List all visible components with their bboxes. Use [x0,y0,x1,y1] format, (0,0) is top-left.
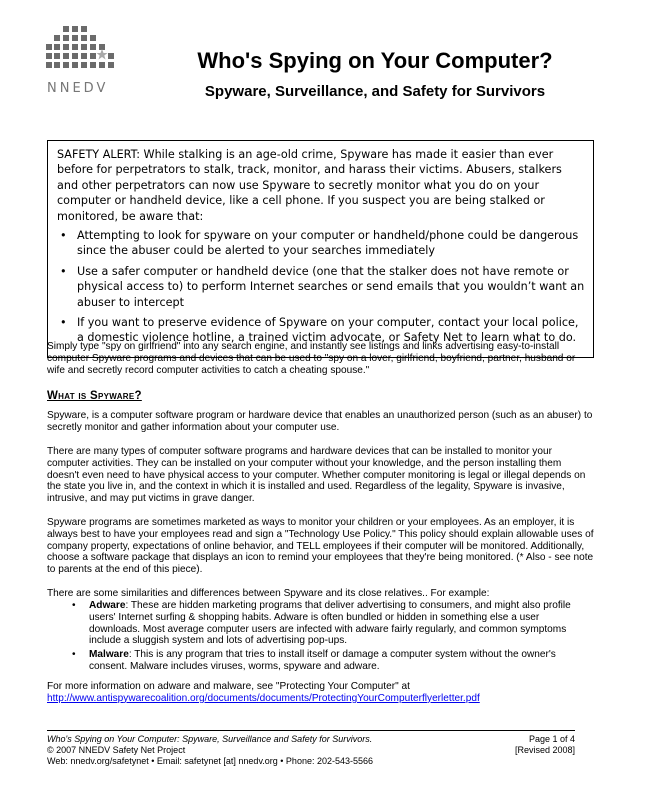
footer-contact: Web: nnedv.org/safetynet • Email: safetynet [at] nnedv.org • Phone: 202-543-5566 [47,755,374,766]
list-item-malware [72,649,590,673]
more-info-text: For more information on adware and malware, see "Protecting Your Computer" at [47,681,410,692]
bullet-icon: • [72,600,76,611]
footer-page-info [478,734,575,756]
marketing-paragraph [47,517,595,576]
types-text: There are many types of computer software programs and hardware devices that can be installed to monitor your computer activities. They can be installed on your computer without your knowledge, and the person installing them doesn't even need to have physical access to your computer. Whether computer monitoring is legal or illegal depends on the state you live in, and the context in which it is installed and used. Regardless of the legality, Spyware is invasive, intrusive, and may put victims in grave danger. [47,446,586,505]
adware-term: Adware [89,600,126,611]
safety-alert-item: • If you want to preserve evidence of Spyware on your computer, contact your local police, a domestic violence hotline, a trained victim advocate, or Safety Net to learn what to do. [57,315,585,346]
page-subtitle: Spyware, Surveillance, and Safety for Survivors [204,83,546,100]
more-info-paragraph [47,681,595,705]
types-paragraph [47,446,595,505]
relatives-text: There are some similarities and differences between Spyware and its close relatives.. For example: [47,588,490,599]
safety-alert-item: • Attempting to look for spyware on your computer or handheld/phone could be dangerous since the abuser could be alerted to your searches immediately [57,228,585,259]
malware-term: Malware [89,649,129,660]
marketing-text: Spyware programs are sometimes marketed as ways to monitor your children or your employees. As an employer, it is always best to have your employees read and sign a "Technology Use Policy." This policy should explain allowable uses of company property, expectations of online behavior, and TELL employees if their computer will be monitored. Additionally, choose a software package that displays an icon to remind your employees that they're being monitored. (* Also - see note to parents at the end of this piece). [47,517,594,576]
footer-info [47,734,373,766]
safety-alert-intro: SAFETY ALERT: While stalking is an age-old crime, Spyware has made it easier than ever before for perpetrators to stalk, track, monitor, and harass their victims. Abusers, stalkers and other perpetrators can now use Spyware to secretly monitor what you do on your computer or handheld device, like a cell phone. If you suspect you are being stalked or monitored, be aware that: [57,148,562,223]
intro-text: Simply type "spy on girlfriend" into any search engine, and instantly see listings and links advertising easy-to-install computer Spyware programs and devices that can be used to "spy on a lover, girlfriend, boyfriend, partner, husband or wife and secretly record computer activities to catch a cheating spouse." [47,341,576,376]
safety-alert-box [47,140,594,358]
nnedv-logo [46,24,116,96]
star-icon [97,49,108,60]
intro-paragraph [47,341,595,376]
page-title: Who's Spying on Your Computer? [197,48,553,73]
footer-title: Who's Spying on Your Computer: Spyware, Surveillance and Safety for Survivors. [47,734,373,744]
page-number: Page 1 of 4 [528,734,575,744]
footer-copyright: © 2007 NNEDV Safety Net Project [47,744,186,755]
bullet-icon: • [72,649,76,660]
list-item-adware [72,600,590,647]
definition-text: Spyware, is a computer software program or hardware device that enables an unauthorized person (such as an abuser) to secretly monitor and gather information about your computer use. [47,410,593,433]
safety-alert-list [57,228,585,346]
definition-paragraph [47,410,595,434]
adware-text: : These are hidden marketing programs that deliver advertising to consumers, and might also profile users' Internet surfing & shopping habits. Adware is often bundled or hidden in something else a user downloads. Most average computer users are infected with adware fairly regularly, and common symptoms include a sluggish system and lots of advertising pop-ups. [89,600,571,647]
protecting-computer-link[interactable]: http://www.antispywarecoalition.org/documents/documents/ProtectingYourComputerflyerletter.pdf [47,692,480,704]
revised-date: [Revised 2008] [514,744,575,755]
malware-text: : This is any program that tries to install itself or damage a computer system without the owner's consent. Malware includes viruses, worms, spyware and adware. [89,649,556,672]
footer-divider [47,730,575,731]
section-heading-what-is-spyware: What is Spyware? [47,390,142,402]
logo-figures-icon [46,24,116,80]
safety-alert-item: • Use a safer computer or handheld device (one that the stalker does not have remote or physical access to) to perform Internet searches or send emails that you wouldn’t want an abuser to intercept [57,264,585,310]
logo-text: NNEDV [47,81,109,96]
relatives-paragraph [47,588,595,600]
